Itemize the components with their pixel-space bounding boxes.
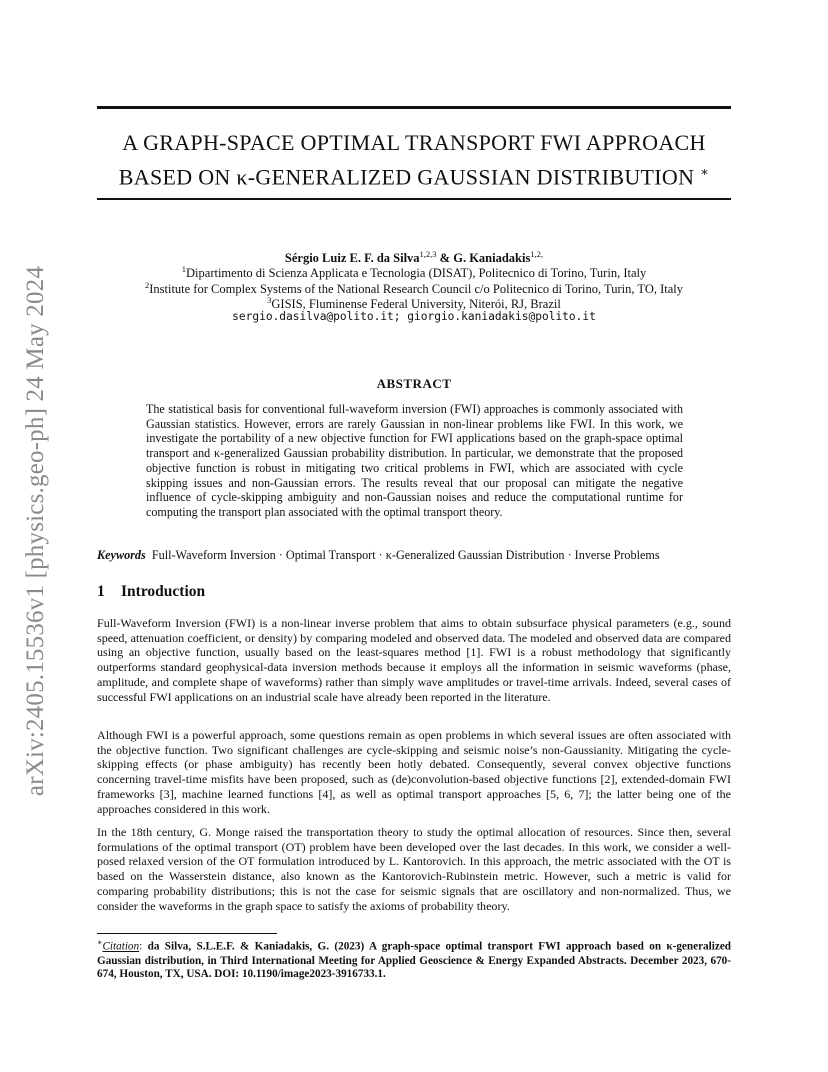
author-1-affiliation-marks: 1,2,3 — [419, 249, 437, 259]
affiliation-1-mark: 1 — [181, 264, 187, 274]
affiliation-3-text: GISIS, Fluminense Federal University, Niterói, RJ, Brazil — [271, 297, 561, 312]
footnote-colon: : — [139, 940, 148, 953]
footnote-citation-text: da Silva, S.L.E.F. & Kaniadakis, G. (2023) A graph-space optimal transport FWI approach based on κ-generalized Gaussian distribution, in Third International Meeting for Applied Geoscience & Energy Expanded Abstracts. December 2023, 670-674, Houston, TX, USA. DOI: 10.1190/image2023-3916733.1. — [97, 940, 732, 981]
paper-title — [97, 128, 731, 191]
affiliation-2-text: Institute for Complex Systems of the National Research Council c/o Politecnico di Torino, Turin, TO, Italy — [149, 282, 684, 297]
abstract-body: The statistical basis for conventional full-waveform inversion (FWI) approaches is commonly associated with Gaussian statistics. However, errors are rarely Gaussian in non-linear problems like FWI. In this work, we investigate the portability of a new objective function for FWI applications based on the graph-space optimal transport and κ-generalized Gaussian probability distribution. In particular, we demonstrate that the proposed objective function is robust in mitigating two critical problems in FWI, which are associated with cycle skipping issues and non-Gaussian errors. The results reveal that our proposal can mitigate the negative influence of cycle-skipping ambiguity and non-Gaussian noises and reduce the computational runtime for computing the transport plan associated with the optimal transport theory. — [146, 402, 683, 519]
keywords-list: Full-Waveform Inversion · Optimal Transport · κ-Generalized Gaussian Distribution · Inverse Problems — [151, 548, 660, 562]
title-bottom-rule — [97, 198, 731, 200]
author-2-name: G. Kaniadakis — [453, 251, 531, 266]
title-line-1: A GRAPH-SPACE OPTIMAL TRANSPORT FWI APPROACH — [122, 130, 706, 155]
section-number: 1 — [97, 583, 105, 600]
keywords-line — [97, 548, 747, 563]
citation-footnote — [97, 936, 731, 982]
author-1-name: Sérgio Luiz E. F. da Silva — [284, 251, 420, 266]
intro-paragraph-3: In the 18th century, G. Monge raised the transportation theory to study the optimal allocation of resources. Since then, several formulations of the optimal transport (OT) problem have been developed over the last decades. In this work, we consider a well-posed relaxed version of the OT formulation introduced by L. Kantorovich. In this approach, the metric associated with the OT is based on the Wasserstein distance, also known as the Kantorovich-Rubinstein metric. However, such a metric is valid for comparing probability distributions; this is not the case for seismic signals that are oscillatory and non-normalized. Thus, we consider the waveforms in the graph space to satisfy the axioms of probability theory. — [97, 825, 731, 913]
arxiv-identifier-stamp — [18, 242, 54, 820]
author-emails: sergio.dasilva@polito.it; giorgio.kaniadakis@polito.it — [232, 310, 596, 323]
footnote-rule — [97, 933, 277, 934]
keywords-label: Keywords — [97, 548, 146, 562]
title-line-2-text: BASED ON κ-GENERALIZED GAUSSIAN DISTRIBUTION — [118, 164, 695, 190]
author-2-affiliation-marks: 1,2, — [530, 249, 544, 259]
section-title: Introduction — [121, 583, 206, 600]
author-separator: & — [436, 251, 454, 266]
title-footnote-mark: ∗ — [700, 164, 710, 179]
footnote-citation-label: Citation — [102, 940, 140, 953]
arxiv-identifier-text: arXiv:2405.15536v1 [physics.geo-ph] 24 May 2024 — [22, 265, 49, 797]
section-heading-introduction — [97, 583, 205, 601]
affiliation-3-mark: 3 — [267, 295, 272, 305]
intro-paragraph-2: Although FWI is a powerful approach, some questions remain as open problems in which several issues are often associated with the objective function. Two significant challenges are cycle-skipping and seismic noise’s non-Gaussianity. Mitigating the cycle-skipping effects (or phase ambiguity) has recently been hotly debated. Consequently, several convex objective functions concerning travel-time misfits have been proposed, such as (de)convolution-based objective functions [2], extended-domain FWI frameworks [3], machine learned functions [4], as well as optimal transport approaches [5, 6, 7]; the latter being one of the approaches considered in this work. — [97, 728, 731, 816]
affiliation-1-text: Dipartimento di Scienza Applicata e Tecnologia (DISAT), Politecnico di Torino, Turin, Italy — [186, 266, 647, 281]
footnote-mark: ∗ — [97, 938, 103, 947]
title-top-rule — [97, 106, 731, 109]
affiliation-2-mark: 2 — [144, 280, 150, 290]
abstract-heading: ABSTRACT — [376, 376, 452, 391]
title-line-2 — [97, 157, 731, 191]
intro-paragraph-1: Full-Waveform Inversion (FWI) is a non-linear inverse problem that aims to obtain subsurface physical parameters (e.g., sound speed, attenuation coefficient, or density) by comparing modeled and observed data. The modeled and observed data are compared using an objective function, usually based on the least-squares method [1]. FWI is a robust methodology that significantly outperforms standard geophysical-data inversion methods because it employs all the information in seismic waveforms (phase, amplitude, and complete shape of waveforms) rather than simply wave amplitudes or travel-time arrivals. Indeed, several cases of successful FWI applications on an industrial scale have already been reported in the literature. — [97, 616, 731, 704]
